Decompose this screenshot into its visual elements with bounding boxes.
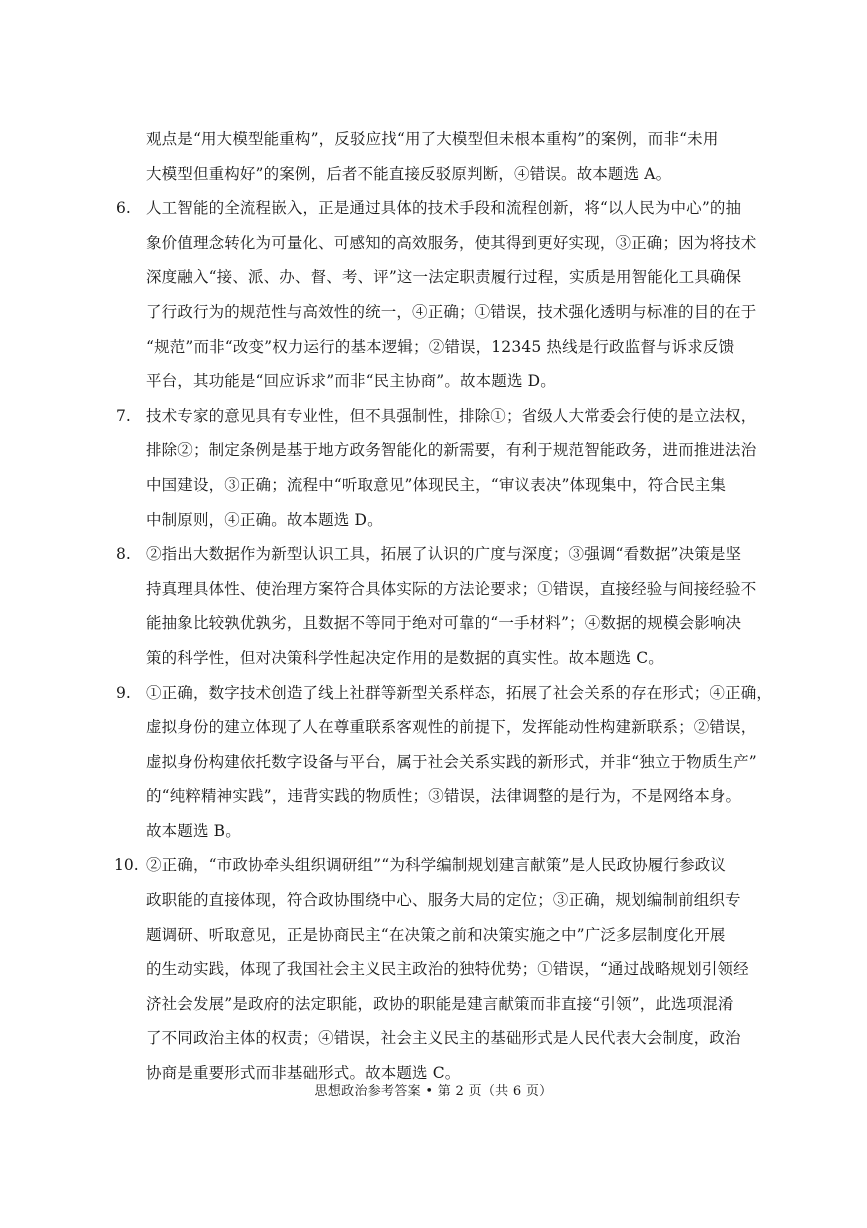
answer-line: 大模型但重构好”的案例，后者不能直接反驳原判断，④错误。故本题选 A。 (146, 164, 672, 183)
answer-line: 排除②；制定条例是基于地方政务智能化的新需要，有利于规范智能政务，进而推进法治 (146, 441, 757, 460)
answer-line: ②正确，“市政协牵头组织调研组”“为科学编制规划建言献策”是人民政协履行参政议 (146, 856, 727, 875)
answer-line: 策的科学性，但对决策科学性起决定作用的是数据的真实性。故本题选 C。 (146, 648, 664, 667)
answer-line: 济社会发展”是政府的法定职能，政协的职能是建言献策而非直接“引领”，此选项混淆 (146, 994, 734, 1013)
answer-line: 了行政行为的规范性与高效性的统一，④正确；①错误，技术强化透明与标准的目的在于 (146, 302, 757, 321)
answer-line: 的“纯粹精神实践”，违背实践的物质性；③错误，法律调整的是行为，不是网络本身。 (146, 787, 742, 806)
answer-line: 中制原则，④正确。故本题选 D。 (146, 510, 383, 529)
item-number: 10. (114, 856, 139, 875)
item-number: 7. (116, 406, 131, 425)
item-number: 8. (116, 545, 131, 564)
answer-line: 持真理具体性、使治理方案符合具体实际的方法论要求；①错误，直接经验与间接经验不 (146, 579, 757, 598)
answer-line: 虚拟身份构建依托数字设备与平台，属于社会关系实践的新形式，并非“独立于物质生产” (146, 752, 757, 771)
answer-line: 的生动实践，体现了我国社会主义民主政治的独特优势；①错误，“通过战略规划引领经 (146, 960, 749, 979)
answer-content (114, 122, 773, 1091)
answer-line: 象价值理念转化为可量化、可感知的高效服务，使其得到更好实现，③正确；因为将技术 (146, 233, 757, 252)
item-number: 6. (116, 199, 131, 218)
answer-line: 中国建设，③正确；流程中“听取意见”体现民主，“审议表决”体现集中，符合民主集 (146, 475, 727, 494)
answer-line: 深度融入“接、派、办、督、考、评”这一法定职责履行过程，实质是用智能化工具确保 (146, 268, 742, 287)
answer-item-7 (116, 399, 756, 537)
answer-line: 技术专家的意见具有专业性，但不具强制性，排除①；省级人大常委会行使的是立法权， (146, 406, 757, 425)
answer-line: 政职能的直接体现，符合政协围绕中心、服务大局的定位；③正确，规划编制前组织专 (146, 891, 741, 910)
answer-line: 了不同政治主体的权责；④错误，社会主义民主的基础形式是人民代表大会制度，政治 (146, 1029, 741, 1048)
answer-line: 能抽象比较孰优孰劣，且数据不等同于绝对可靠的“一手材料”；④数据的规模会影响决 (146, 614, 742, 633)
answer-line: 题调研、听取意见，正是协商民主“在决策之前和决策实施之中”广泛多层制度化开展 (146, 925, 726, 944)
answer-line: ②指出大数据作为新型认识工具，拓展了认识的广度与深度；③强调“看数据”决策是坚 (146, 545, 742, 564)
answer-line: “规范”而非“改变”权力运行的基本逻辑；②错误，12345 热线是行政监督与诉求反馈 (146, 337, 735, 356)
answer-line: 观点是“用大模型能重构”，反驳应找“用了大模型但未根本重构”的案例，而非“未用 (146, 130, 719, 148)
answer-item-10 (116, 848, 756, 1090)
answer-line: 协商是重要形式而非基础形式。故本题选 C。 (146, 1064, 461, 1083)
answer-line: 人工智能的全流程嵌入，正是通过具体的技术手段和流程创新，将“以人民为中心”的抽 (146, 199, 742, 218)
answer-line: 故本题选 B。 (146, 821, 241, 840)
answer-item-5-continuation (116, 122, 756, 191)
answer-item-8 (116, 537, 756, 675)
answer-line: 平台，其功能是“回应诉求”而非“民主协商”。故本题选 D。 (146, 372, 556, 391)
item-number: 9. (116, 683, 131, 702)
answer-item-6 (116, 191, 756, 399)
answer-item-9 (116, 676, 773, 849)
answer-line: ①正确，数字技术创造了线上社群等新型关系样态，拓展了社会关系的存在形式；④正确， (146, 683, 773, 702)
answer-line: 虚拟身份的建立体现了人在尊重联系客观性的前提下，发挥能动性构建新联系；②错误， (146, 718, 757, 737)
page-footer: 思想政治参考答案 • 第 2 页（共 6 页） (314, 1084, 553, 1099)
